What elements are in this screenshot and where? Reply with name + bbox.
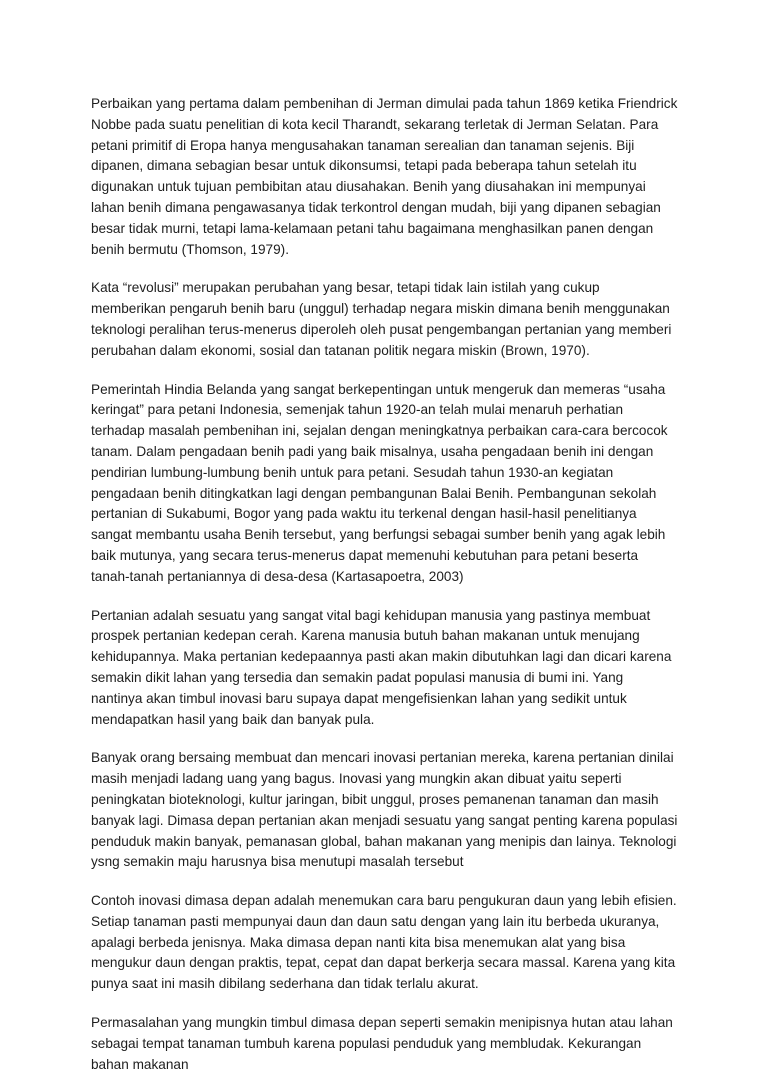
paragraph-3: Pemerintah Hindia Belanda yang sangat berkepentingan untuk mengeruk dan memeras “usaha keringat” para petani Indonesia, semenjak tahun 1920-an telah mulai menaruh perhatian terhadap masalah pembenihan ini, sejalan dengan meningkatnya perbaikan cara-cara bercocok tanam. Dalam pengadaan benih padi yang baik misalnya, usaha pengadaan benih ini dengan pendirian lumbung-lumbung benih untuk para petani. Sesudah tahun 1930-an kegiatan pengadaan benih ditingkatkan lagi dengan pembangunan Balai Benih. Pembangunan sekolah pertanian di Sukabumi, Bogor yang pada waktu itu terkenal dengan hasil-hasil penelitianya sangat membantu usaha Benih tersebut, yang berfungsi sebagai sumber benih yang agak lebih baik mutunya, yang secara terus-menerus dapat memenuhi kebutuhan para petani beserta tanah-tanah pertaniannya di desa-desa (Kartasapoetra, 2003) xyxy=(91,381,668,584)
paragraph-6: Contoh inovasi dimasa depan adalah menemukan cara baru pengukuran daun yang lebih efisien. Setiap tanaman pasti mempunyai daun dan daun satu dengan yang lain itu berbeda ukuranya, apalagi berbeda jenisnya. Maka dimasa depan nanti kita bisa menemukan alat yang bisa mengukur daun dengan praktis, tepat, cepat dan dapat berkerja secara massal. Karena yang kita punya saat ini masih dibilang sederhana dan tidak terlalu akurat. xyxy=(91,893,677,992)
paragraph-5: Banyak orang bersaing membuat dan mencari inovasi pertanian mereka, karena pertanian dinilai masih menjadi ladang uang yang bagus. Inovasi yang mungkin akan dibuat yaitu seperti peningkatan bioteknologi, kultur jaringan, bibit unggul, proses pemanenan tanaman dan masih banyak lagi. Dimasa depan pertanian akan menjadi sesuatu yang sangat penting karena populasi penduduk makin banyak, pemanasan global, bahan makanan yang menipis dan lainya. Teknologi ysng semakin maju harusnya bisa menutupi masalah tersebut xyxy=(91,750,678,870)
paragraph-4: Pertanian adalah sesuatu yang sangat vital bagi kehidupan manusia yang pastinya membuat prospek pertanian kedepan cerah. Karena manusia butuh bahan makanan untuk menujang kehidupannya. Maka pertanian kedepaannya pasti akan makin dibutuhkan lagi dan dicari karena semakin dikit lahan yang tersedia dan semakin padat populasi manusia di bumi ini. Yang nantinya akan timbul inovasi baru supaya dapat mengefisienkan lahan yang sedikit untuk mendapatkan hasil yang baik dan banyak pula. xyxy=(91,607,672,727)
paragraph-2: Kata “revolusi” merupakan perubahan yang besar, tetapi tidak lain istilah yang cukup memberikan pengaruh benih baru (unggul) terhadap negara miskin dimana benih menggunakan teknologi peralihan terus-menerus diperoleh oleh pusat pengembangan pertanian yang memberi perubahan dalam ekonomi, sosial dan tatanan politik negara miskin (Brown, 1970). xyxy=(91,280,672,358)
paragraph-7: Permasalahan yang mungkin timbul dimasa depan seperti semakin menipisnya hutan atau lahan sebagai tempat tanaman tumbuh karena populasi penduduk yang membludak. Kekurangan bahan makanan xyxy=(91,1015,673,1072)
paragraph-1: Perbaikan yang pertama dalam pembenihan di Jerman dimulai pada tahun 1869 ketika Friendrick Nobbe pada suatu penelitian di kota kecil Tharandt, sekarang terletak di Jerman Selatan. Para petani primitif di Eropa hanya mengusahakan tanaman serealian dan tanaman sejenis. Biji dipanen, dimana sebagian besar untuk dikonsumsi, tetapi pada beberapa tahun setelah itu digunakan untuk tujuan pembibitan atau diusahakan. Benih yang diusahakan ini mempunyai lahan benih dimana pengawasanya tidak terkontrol dengan mudah, biji yang dipanen sebagian besar tidak murni, tetapi lama-kelamaan petani tahu bagaimana menghasilkan panen dengan benih bermutu (Thomson, 1979). xyxy=(91,96,678,257)
